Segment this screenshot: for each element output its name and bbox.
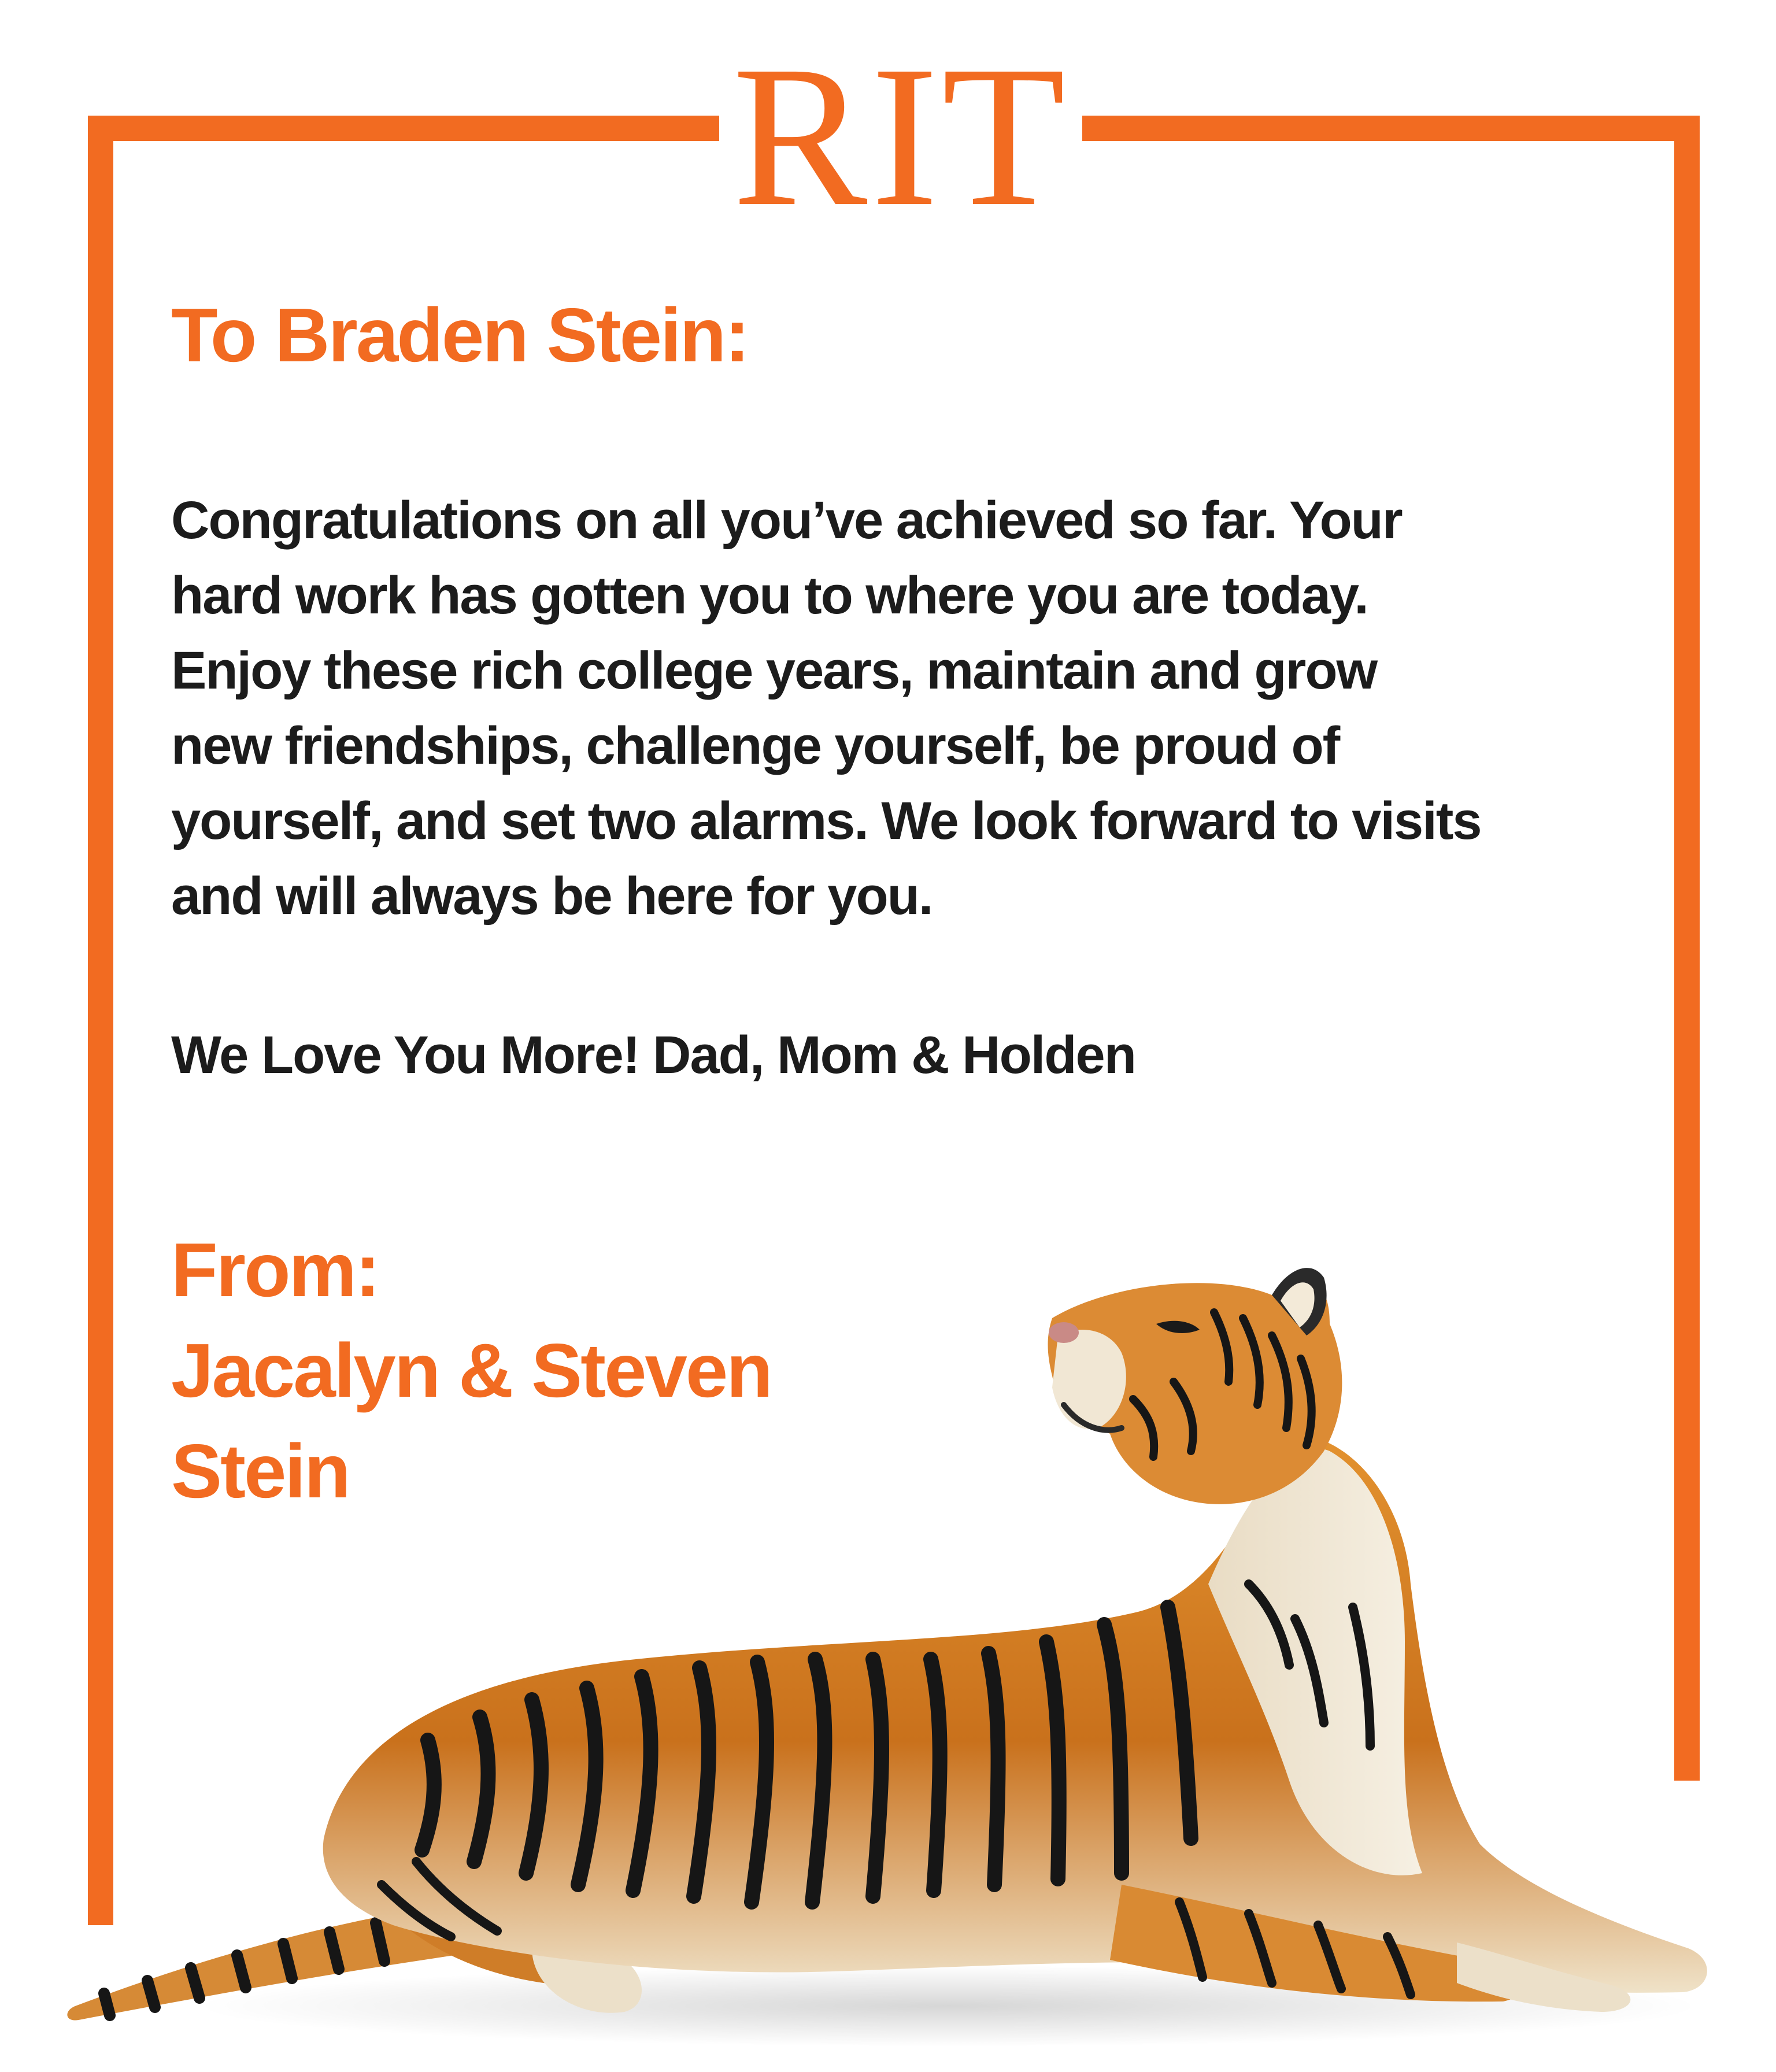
- message-line: yourself, and set two alarms. We look forward to visits: [171, 791, 1481, 850]
- message-body: [171, 483, 1651, 934]
- sender-name-line: Jacalyn & Steven: [171, 1328, 771, 1413]
- from-label: From:: [171, 1227, 379, 1312]
- frame-top-right-line: [1082, 116, 1700, 141]
- sender-name-line: Stein: [171, 1429, 349, 1514]
- frame-top-left-line: [88, 116, 719, 141]
- message-line: Congratulations on all you’ve achieved so far. Your: [171, 491, 1402, 550]
- message-line: and will always be here for you.: [171, 867, 933, 926]
- message-line: hard work has gotten you to where you are today.: [171, 566, 1368, 625]
- signoff-line: We Love You More! Dad, Mom & Holden: [171, 1026, 1135, 1085]
- message-line: Enjoy these rich college years, maintain and grow: [171, 641, 1377, 700]
- rit-logo: RIT: [732, 24, 1069, 248]
- message-line: new friendships, challenge yourself, be proud of: [171, 716, 1340, 775]
- recipient-heading: To Braden Stein:: [171, 293, 749, 378]
- tiger-icon: [23, 1260, 1758, 2058]
